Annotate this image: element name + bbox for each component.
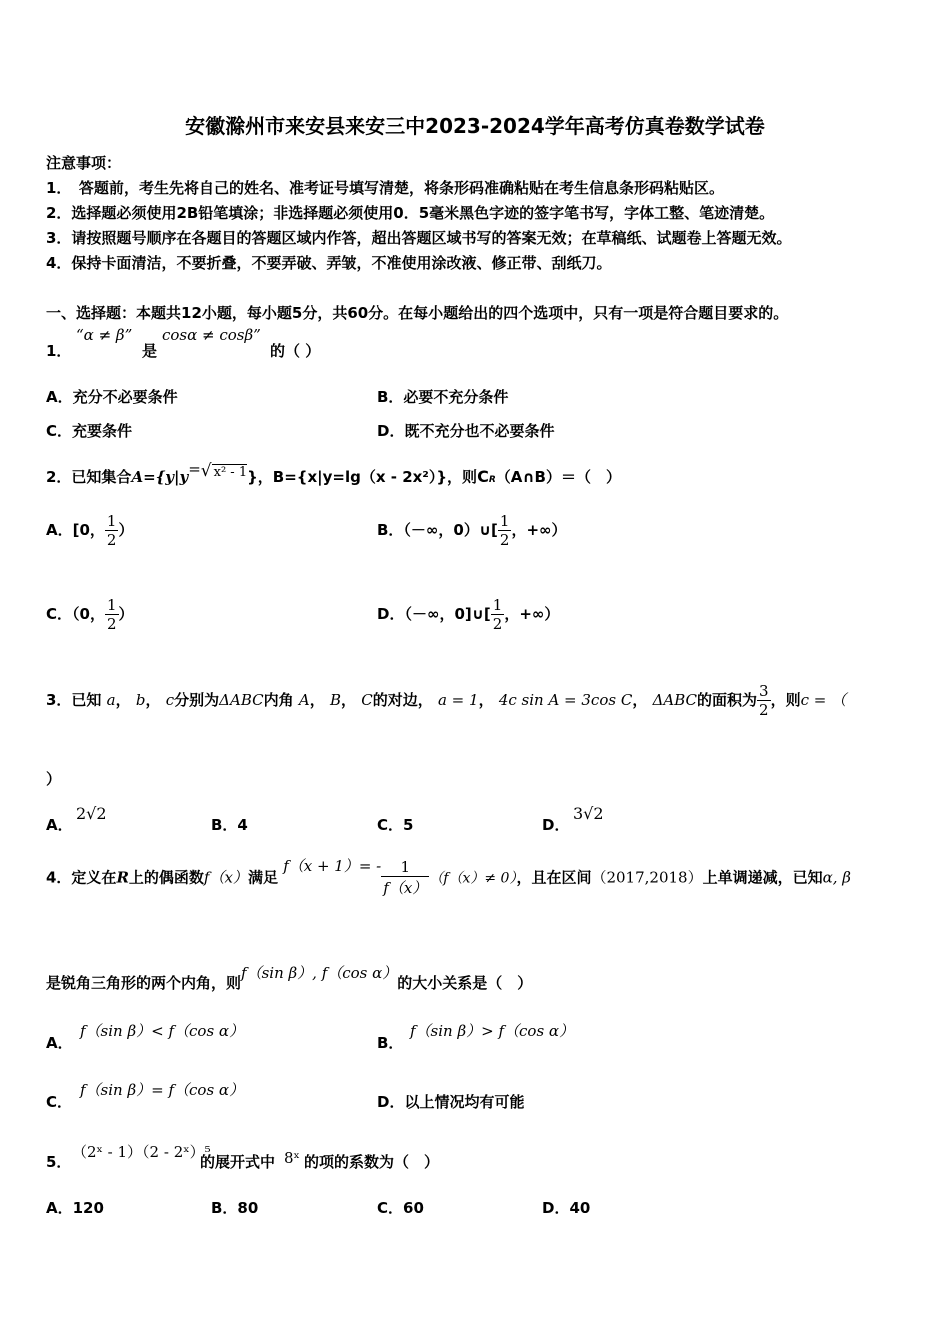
q5-text-2: 的项的系数为（ ） bbox=[304, 1153, 440, 1171]
q2-option-c-pre: C．（0， bbox=[46, 605, 105, 623]
q2-eq: = bbox=[188, 460, 201, 478]
q5-expression: （2ˣ - 1）（2 - 2ˣ）⁵ bbox=[72, 1143, 211, 1161]
q3-triangle-2: ΔABC bbox=[652, 691, 698, 709]
q4-text-6: 是锐角三角形的两个内角，则 bbox=[46, 974, 242, 992]
q1-mid: 是 bbox=[142, 342, 158, 360]
q2-option-d bbox=[377, 596, 559, 633]
q2-prefix: 2．已知集合 bbox=[46, 468, 132, 486]
q4-option-b-label: B． bbox=[377, 1034, 404, 1052]
notice-item-2: 2．选择题必须使用2B铅笔填涂；非选择题必须使用0．5毫米黑色字迹的签字笔书写，字体工整、笔迹清楚。 bbox=[46, 204, 775, 222]
q2-option-d-pre: D．（－∞，0]∪[ bbox=[377, 605, 491, 623]
q1-expr-1: “α ≠ β” bbox=[76, 326, 133, 344]
q4-option-b-value: f（sin β）> f（cos α） bbox=[410, 1022, 575, 1040]
q3-condition-2: 4c sin A = 3cos C bbox=[498, 691, 633, 709]
q3-angle-a: A bbox=[298, 691, 310, 709]
frac-den: 2 bbox=[106, 615, 117, 633]
page-title: 安徽滁州市来安县来安三中2023-2024学年高考仿真卷数学试卷 bbox=[185, 114, 765, 138]
q3-option-a-label: A． bbox=[46, 816, 73, 834]
frac-den: 2 bbox=[492, 615, 503, 633]
q4-option-d: D．以上情况均有可能 bbox=[377, 1093, 525, 1111]
q3-ask: c = （ bbox=[800, 691, 847, 709]
q4-text-3: 满足 bbox=[247, 868, 278, 887]
q4-equation-fraction bbox=[381, 858, 429, 898]
q3-text-1: 3．已知 bbox=[46, 691, 102, 709]
q3-triangle: ΔABC bbox=[219, 691, 264, 709]
q3-a: a bbox=[106, 691, 116, 709]
q2-option-a-post: ） bbox=[118, 521, 134, 539]
q2-option-b-pre: B．（－∞，0）∪[ bbox=[377, 521, 498, 539]
q4-text-4: ，且在区间 bbox=[516, 868, 592, 887]
frac-den: f（x） bbox=[381, 876, 429, 898]
q4-text-7: 的大小关系是（ ） bbox=[397, 974, 533, 992]
fraction-half bbox=[105, 512, 119, 549]
frac-den: 2 bbox=[106, 531, 117, 549]
q3-option-d-value: 3√2 bbox=[573, 804, 604, 823]
q3-comma: ， bbox=[145, 691, 161, 709]
notice-item-1: 1． 答题前，考生先将自己的姓名、准考证号填写清楚，将条形码准确粘贴在考生信息条形码粘贴区。 bbox=[46, 179, 724, 197]
q4-alpha-beta: α, β bbox=[822, 868, 851, 887]
q3-option-c: C．5 bbox=[377, 816, 414, 834]
q3-option-d-label: D． bbox=[542, 816, 570, 834]
q3-option-b: B．4 bbox=[211, 816, 248, 834]
notice-heading: 注意事项： bbox=[46, 154, 122, 172]
q4-condition: （f（x）≠ 0） bbox=[429, 870, 517, 887]
q4-option-c-value: f（sin β）= f（cos α） bbox=[80, 1081, 245, 1099]
q2-stem bbox=[46, 460, 621, 487]
q4-option-a-label: A． bbox=[46, 1034, 73, 1052]
q2-option-a-pre: A．[0， bbox=[46, 521, 105, 539]
q2-option-c bbox=[46, 596, 134, 633]
q3-c: c bbox=[165, 691, 175, 709]
q3-area-fraction bbox=[757, 682, 771, 719]
q4-interval: （2017,2018） bbox=[591, 868, 703, 887]
notice-item-4: 4．保持卡面清洁，不要折叠，不要弄破、弄皱，不准使用涂改液、修正带、刮纸刀。 bbox=[46, 254, 612, 272]
frac-den: 2 bbox=[499, 531, 510, 549]
q2-option-a bbox=[46, 512, 133, 549]
q2-tail: （A∩B）＝（ ） bbox=[495, 468, 621, 486]
q3-option-a-value: 2√2 bbox=[76, 804, 107, 823]
q2-radicand: x² - 1 bbox=[213, 465, 248, 480]
q5-number: 5． bbox=[46, 1153, 72, 1171]
q3-close-paren: ） bbox=[46, 770, 62, 788]
q3-stem bbox=[46, 682, 846, 719]
frac-num: 1 bbox=[492, 596, 503, 614]
q4-stem bbox=[46, 858, 851, 898]
q3-comma: ， bbox=[478, 691, 494, 709]
q5-option-d: D．40 bbox=[542, 1199, 591, 1217]
fraction-half bbox=[498, 512, 512, 549]
q1-option-a: A．充分不必要条件 bbox=[46, 388, 178, 406]
q3-comma: ， bbox=[340, 691, 356, 709]
q3-condition-1: a = 1 bbox=[437, 691, 479, 709]
section-heading: 一、选择题：本题共12小题，每小题5分，共60分。在每小题给出的四个选项中，只有一项是符合题目要求的。 bbox=[46, 304, 789, 322]
q3-comma: ， bbox=[309, 691, 325, 709]
q2-set-a: A={y|y bbox=[131, 468, 189, 486]
q3-comma: ， bbox=[632, 691, 648, 709]
q1-option-d: D．既不充分也不必要条件 bbox=[377, 422, 555, 440]
q2-set-b: }，B={x|y=lg（x - 2x²）}，则 bbox=[247, 468, 478, 486]
q1-option-c: C．充要条件 bbox=[46, 422, 133, 440]
q3-b: b bbox=[135, 691, 146, 709]
frac-num: 1 bbox=[106, 512, 117, 530]
q4-pair: f（sin β）, f（cos α） bbox=[241, 964, 398, 982]
radical-sign: √ bbox=[200, 461, 212, 481]
q1-option-b: B．必要不充分条件 bbox=[377, 388, 509, 406]
q2-option-c-post: ） bbox=[118, 605, 134, 623]
fraction-half bbox=[105, 596, 119, 633]
q1-number: 1． bbox=[46, 342, 72, 360]
q4-stem-2 bbox=[46, 964, 533, 993]
q2-option-b bbox=[377, 512, 567, 549]
q4-text-5: 上单调递减，已知 bbox=[702, 868, 823, 887]
q3-angle-b: B bbox=[329, 691, 341, 709]
fraction-half bbox=[491, 596, 505, 633]
frac-num: 1 bbox=[400, 858, 411, 876]
frac-num: 3 bbox=[759, 682, 769, 700]
frac-den: 2 bbox=[759, 701, 769, 719]
frac-num: 1 bbox=[499, 512, 510, 530]
q3-text-4: 的对边， bbox=[372, 691, 433, 709]
q4-fx: f（x） bbox=[203, 868, 248, 887]
frac-num: 1 bbox=[106, 596, 117, 614]
q5-option-c: C．60 bbox=[377, 1199, 424, 1217]
q5-option-b: B．80 bbox=[211, 1199, 259, 1217]
q5-term: 8ˣ bbox=[284, 1149, 300, 1167]
q4-option-a-value: f（sin β）< f（cos α） bbox=[80, 1022, 245, 1040]
q2-option-d-post: ，+∞） bbox=[504, 605, 560, 623]
q1-expr-2: cosα ≠ cosβ” bbox=[162, 326, 261, 344]
q4-text-2: 上的偶函数 bbox=[128, 868, 204, 887]
q5-text-1: 的展开式中 bbox=[200, 1153, 276, 1171]
q3-text-6: ，则 bbox=[770, 691, 801, 709]
q3-comma: ， bbox=[115, 691, 131, 709]
q4-equation-lhs: f（x + 1）= - bbox=[283, 856, 382, 875]
q2-complement: C bbox=[477, 467, 489, 486]
q3-angle-c: C bbox=[361, 691, 373, 709]
q3-text-3: 内角 bbox=[263, 691, 294, 709]
notice-item-3: 3．请按照题号顺序在各题目的答题区域内作答，超出答题区域书写的答案无效；在草稿纸、试题卷上答题无效。 bbox=[46, 229, 792, 247]
q5-option-a: A．120 bbox=[46, 1199, 104, 1217]
q2-option-b-post: ，+∞） bbox=[511, 521, 567, 539]
q1-tail: 的（ ） bbox=[270, 342, 321, 360]
q3-text-2: 分别为 bbox=[174, 691, 220, 709]
q4-text-1: 4．定义在 bbox=[46, 868, 117, 887]
q2-complement-sub: R bbox=[488, 475, 496, 485]
q4-r: R bbox=[116, 868, 129, 887]
q4-option-c-label: C． bbox=[46, 1093, 73, 1111]
q3-text-5: 的面积为 bbox=[697, 691, 758, 709]
